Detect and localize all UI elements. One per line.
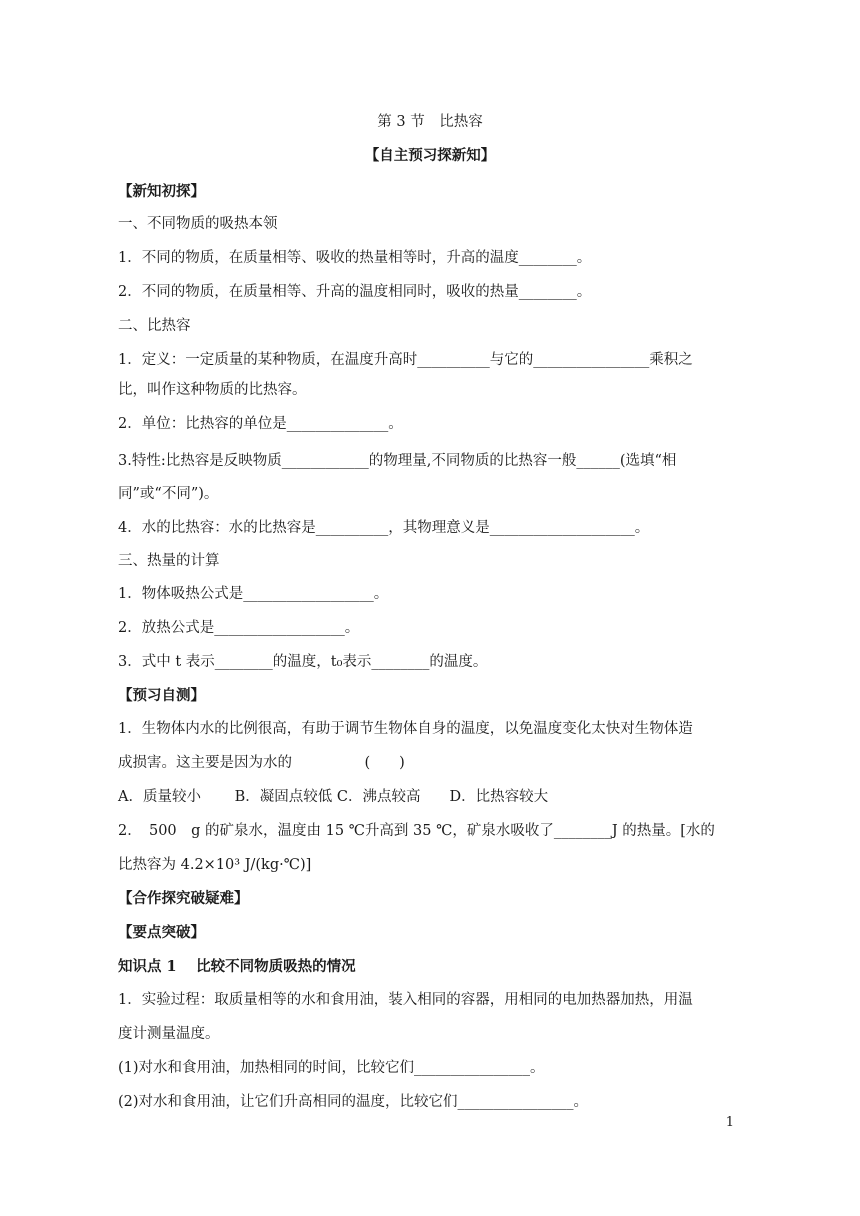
kp1-para-1-line1: 1．实验过程：取质量相等的水和食用油，装入相同的容器，用相同的电加热器加热，用温: [118, 992, 693, 1008]
para-3-1: 1．物体吸热公式是__________________。: [118, 586, 389, 602]
section-coop: 【合作探究破疑难】: [118, 890, 249, 907]
para-3-2: 2．放热公式是__________________。: [118, 620, 360, 636]
sub-key-points: 【要点突破】: [118, 924, 205, 941]
kp1-step-1: (1)对水和食用油，加热相同的时间，比较它们________________。: [118, 1060, 545, 1076]
para-2-1-line2: 比，叫作这种物质的比热容。: [118, 382, 307, 398]
question-1-line1: 1．生物体内水的比例很高，有助于调节生物体自身的温度，以免温度变化太快对生物体造: [118, 721, 693, 737]
heading-3: 三、热量的计算: [118, 553, 220, 569]
para-1-2: 2．不同的物质，在质量相等、升高的温度相同时，吸收的热量________。: [118, 284, 592, 300]
sub-new-knowledge: 【新知初探】: [118, 183, 205, 200]
heading-1: 一、不同物质的吸热本领: [118, 216, 278, 232]
question-1-options: A．质量较小 B．凝固点较低 C．沸点较高 D．比热容较大: [118, 789, 549, 805]
para-2-4: 4．水的比热容：水的比热容是__________，其物理意义是____________________。: [118, 520, 650, 536]
para-1-1: 1．不同的物质，在质量相等、吸收的热量相等时，升高的温度________。: [118, 250, 592, 266]
question-2-line1: 2． 500 g 的矿泉水，温度由 15 ℃升高到 35 ℃，矿泉水吸收了________J 的热量。[水的: [118, 823, 715, 839]
para-2-3-line1: 3.特性:比热容是反映物质____________的物理量,不同物质的比热容一般______(选填“相: [118, 453, 677, 469]
question-1-line2: 成损害。这主要是因为水的 ( ): [118, 755, 405, 771]
kp1-step-2: (2)对水和食用油，让它们升高相同的温度，比较它们________________。: [118, 1094, 589, 1110]
para-2-3-line2: 同”或“不同”)。: [118, 486, 219, 502]
kp1-para-1-line2: 度计测量温度。: [118, 1026, 220, 1042]
question-2-line2: 比热容为 4.2×10³ J/(kg·℃)]: [118, 857, 312, 873]
section-self-study: 【自主预习探新知】: [364, 147, 496, 164]
para-2-1-line1: 1．定义：一定质量的某种物质，在温度升高时__________与它的________________乘积之: [118, 352, 693, 368]
heading-2: 二、比热容: [118, 318, 191, 334]
sub-self-test: 【预习自测】: [118, 687, 205, 704]
knowledge-point-1-title: 知识点 1 比较不同物质吸热的情况: [118, 958, 356, 975]
para-2-2: 2．单位：比热容的单位是______________。: [118, 416, 403, 432]
para-3-3: 3．式中 t 表示________的温度，t₀表示________的温度。: [118, 654, 488, 670]
page-number: 1: [725, 1115, 734, 1130]
page-title: 第 3 节 比热容: [377, 114, 483, 130]
